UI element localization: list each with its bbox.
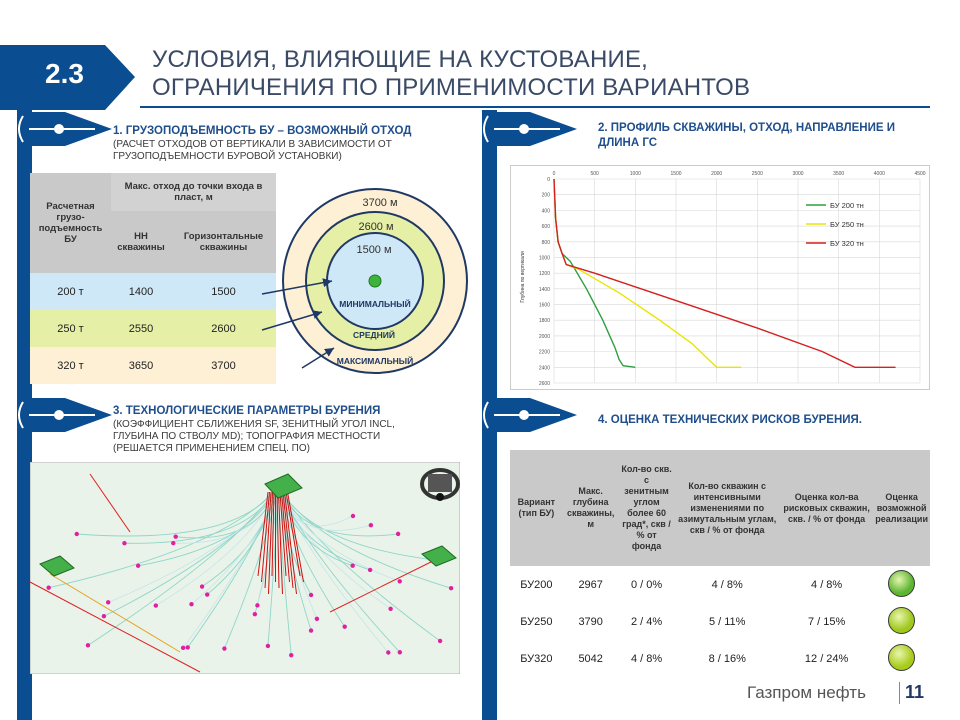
section3-subtitle-line2: ГЛУБИНА ПО СТВОЛУ MD); ТОПОГРАФИЯ МЕСТНОСТИ bbox=[113, 431, 381, 442]
well-target-marker bbox=[102, 614, 106, 618]
well-target-marker bbox=[368, 568, 372, 572]
well-target-marker bbox=[398, 579, 402, 583]
table-row: БУ320 5042 4 / 8% 8 / 16% 12 / 24% bbox=[510, 640, 930, 677]
section3-subtitle-line3: (РЕШАЕТСЯ ПРИМЕНЕНИЕМ СПЕЦ. ПО) bbox=[113, 443, 310, 454]
table-row: БУ250 3790 2 / 4% 5 / 11% 7 / 15% bbox=[510, 603, 930, 640]
well-target-marker bbox=[106, 600, 110, 604]
chart-y-tick-label: 1800 bbox=[538, 318, 550, 325]
chart-y-tick-label: 1200 bbox=[538, 271, 550, 278]
well-target-marker bbox=[449, 586, 453, 590]
well-target-marker bbox=[388, 607, 392, 611]
well-target-marker bbox=[189, 602, 193, 606]
well-target-marker bbox=[222, 646, 226, 650]
well-target-marker bbox=[173, 534, 177, 538]
chart-y-axis-label: Глубина по вертикали bbox=[520, 251, 526, 303]
well-target-marker bbox=[253, 612, 257, 616]
chart-y-tick-label: 400 bbox=[541, 208, 550, 215]
offset-group-header: Макс. отход до точки входа в пласт, м bbox=[111, 173, 276, 211]
table-row: 320 т 3650 3700 bbox=[30, 347, 276, 384]
table-row: БУ200 2967 0 / 0% 4 / 8% 4 / 8% bbox=[510, 566, 930, 603]
chart-x-tick-label: 4500 bbox=[914, 171, 926, 177]
section3-subtitle-line1: (КОЭФФИЦИЕНТ СБЛИЖЕНИЯ SF, ЗЕНИТНЫЙ УГОЛ INCL, bbox=[113, 419, 395, 430]
chart-x-tick-label: 3500 bbox=[833, 171, 845, 177]
zenith-header: Кол-во скв. с зенитным углом более 60 град*, скв / % от фонда bbox=[619, 450, 675, 566]
chart-x-tick-label: 3000 bbox=[792, 171, 804, 177]
chart-y-tick-label: 600 bbox=[541, 224, 550, 231]
well-target-marker bbox=[181, 646, 185, 650]
chart-x-tick-label: 1500 bbox=[670, 171, 682, 177]
well-target-marker bbox=[136, 564, 140, 568]
well-target-marker bbox=[315, 617, 319, 621]
chart-x-tick-label: 2000 bbox=[711, 171, 723, 177]
inner-ring-label: 1500 м bbox=[356, 244, 392, 256]
well-target-marker bbox=[351, 514, 355, 518]
section2-title-line1: 2. ПРОФИЛЬ СКВАЖИНЫ, ОТХОД, НАПРАВЛЕНИЕ И bbox=[598, 122, 895, 134]
status-lamp-icon bbox=[888, 607, 915, 634]
feasibility-header: Оценка возможной реализации bbox=[873, 450, 930, 566]
offset-rings-diagram bbox=[240, 180, 480, 380]
page-number: 11 bbox=[905, 682, 925, 702]
chart-y-tick-label: 2000 bbox=[538, 333, 550, 340]
section4-marker-icon bbox=[482, 398, 582, 432]
capacity-header: Расчетная грузо-подъемность БУ bbox=[30, 173, 111, 273]
well-target-marker bbox=[75, 532, 79, 536]
risk-header: Оценка кол-ва рисковых скважин, скв. / % от фонда bbox=[780, 450, 873, 566]
chart-x-tick-label: 500 bbox=[590, 171, 599, 177]
outer-ring-name: МАКСИМАЛЬНЫЙ bbox=[336, 356, 414, 366]
well-target-marker bbox=[200, 584, 204, 588]
outer-ring-label: 3700 м bbox=[362, 197, 398, 209]
chart-y-tick-label: 1000 bbox=[538, 255, 550, 262]
section-number: 2.3 bbox=[45, 58, 84, 89]
section1-subtitle-line1: (РАСЧЕТ ОТХОДОВ ОТ ВЕРТИКАЛИ В ЗАВИСИМОСТИ ОТ bbox=[113, 139, 392, 150]
well-target-marker bbox=[309, 628, 313, 632]
well-target-marker bbox=[266, 644, 270, 648]
azimuth-header: Кол-во скважин с интенсивными изменениями по азимутальным углам, скв / % от фонда bbox=[674, 450, 779, 566]
chart-x-tick-label: 2500 bbox=[751, 171, 763, 177]
well-target-marker bbox=[205, 592, 209, 596]
title-divider bbox=[140, 106, 930, 108]
section1-subtitle-line2: ГРУЗОПОДЪЕМНОСТИ БУРОВОЙ УСТАНОВКИ) bbox=[113, 151, 342, 162]
well-profile-chart bbox=[510, 165, 930, 390]
chart-x-tick-label: 4000 bbox=[873, 171, 885, 177]
well-target-marker bbox=[438, 639, 442, 643]
status-lamp-icon bbox=[888, 570, 915, 597]
well-target-marker bbox=[289, 653, 293, 657]
status-lamp-icon bbox=[888, 644, 915, 671]
table-row: 200 т 1400 1500 bbox=[30, 273, 276, 310]
section1-marker-icon bbox=[17, 112, 117, 146]
depth-header: Макс. глубина скважины, м bbox=[563, 450, 619, 566]
brand-logo-text: Газпром нефть bbox=[747, 683, 866, 702]
well-target-marker bbox=[122, 541, 126, 545]
chart-y-tick-label: 2200 bbox=[538, 349, 550, 356]
middle-ring-label: 2600 м bbox=[358, 221, 394, 233]
chart-legend-label: БУ 320 тн bbox=[830, 239, 864, 248]
well-trajectory-3d-view bbox=[30, 462, 460, 674]
well-target-marker bbox=[396, 532, 400, 536]
section1-title: 1. ГРУЗОПОДЪЕМНОСТЬ БУ – ВОЗМОЖНЫЙ ОТХОД bbox=[113, 125, 412, 137]
section2-title-line2: ДЛИНА ГС bbox=[598, 137, 658, 149]
well-target-marker bbox=[369, 523, 373, 527]
chart-y-tick-label: 2400 bbox=[538, 365, 550, 372]
well-target-marker bbox=[86, 643, 90, 647]
chart-y-tick-label: 1600 bbox=[538, 302, 550, 309]
well-target-marker bbox=[350, 564, 354, 568]
well-target-marker bbox=[386, 650, 390, 654]
page-title-line1: УСЛОВИЯ, ВЛИЯЮЩИЕ НА КУСТОВАНИЕ, bbox=[152, 46, 649, 73]
nn-header: НН скважины bbox=[111, 211, 171, 273]
chart-y-tick-label: 800 bbox=[541, 239, 550, 246]
chart-y-tick-label: 1400 bbox=[538, 286, 550, 293]
footer-separator bbox=[899, 682, 900, 704]
well-target-marker bbox=[309, 593, 313, 597]
section3-marker-icon bbox=[17, 398, 117, 432]
well-center-icon bbox=[369, 275, 381, 287]
chart-frame bbox=[511, 166, 930, 390]
table-row: 250 т 2550 2600 bbox=[30, 310, 276, 347]
well-target-marker bbox=[398, 650, 402, 654]
page-title-line2: ОГРАНИЧЕНИЯ ПО ПРИМЕНИМОСТИ ВАРИАНТОВ bbox=[152, 74, 751, 101]
middle-ring-name: СРЕДНИЙ bbox=[353, 330, 395, 340]
risk-table bbox=[510, 450, 930, 677]
well-target-marker bbox=[171, 541, 175, 545]
section3-title: 3. ТЕХНОЛОГИЧЕСКИЕ ПАРАМЕТРЫ БУРЕНИЯ bbox=[113, 405, 381, 417]
variant-header: Вариант (тип БУ) bbox=[510, 450, 563, 566]
chart-y-tick-label: 2600 bbox=[538, 381, 550, 387]
section2-marker-icon bbox=[482, 112, 582, 146]
horizontal-header: Горизонтальные скважины bbox=[171, 211, 276, 273]
chart-y-tick-label: 0 bbox=[547, 177, 550, 183]
chart-y-tick-label: 200 bbox=[541, 192, 550, 199]
section4-title: 4. ОЦЕНКА ТЕХНИЧЕСКИХ РИСКОВ БУРЕНИЯ. bbox=[598, 414, 862, 426]
well-target-marker bbox=[343, 624, 347, 628]
well-target-marker bbox=[186, 645, 190, 649]
well-target-marker bbox=[154, 603, 158, 607]
chart-x-tick-label: 0 bbox=[552, 171, 556, 177]
well-target-marker bbox=[46, 586, 50, 590]
chart-legend-label: БУ 250 тн bbox=[830, 220, 864, 229]
chart-x-tick-label: 1000 bbox=[629, 171, 641, 177]
chart-legend-label: БУ 200 тн bbox=[830, 201, 864, 210]
inner-ring-name: МИНИМАЛЬНЫЙ bbox=[339, 299, 411, 309]
well-target-marker bbox=[255, 603, 259, 607]
